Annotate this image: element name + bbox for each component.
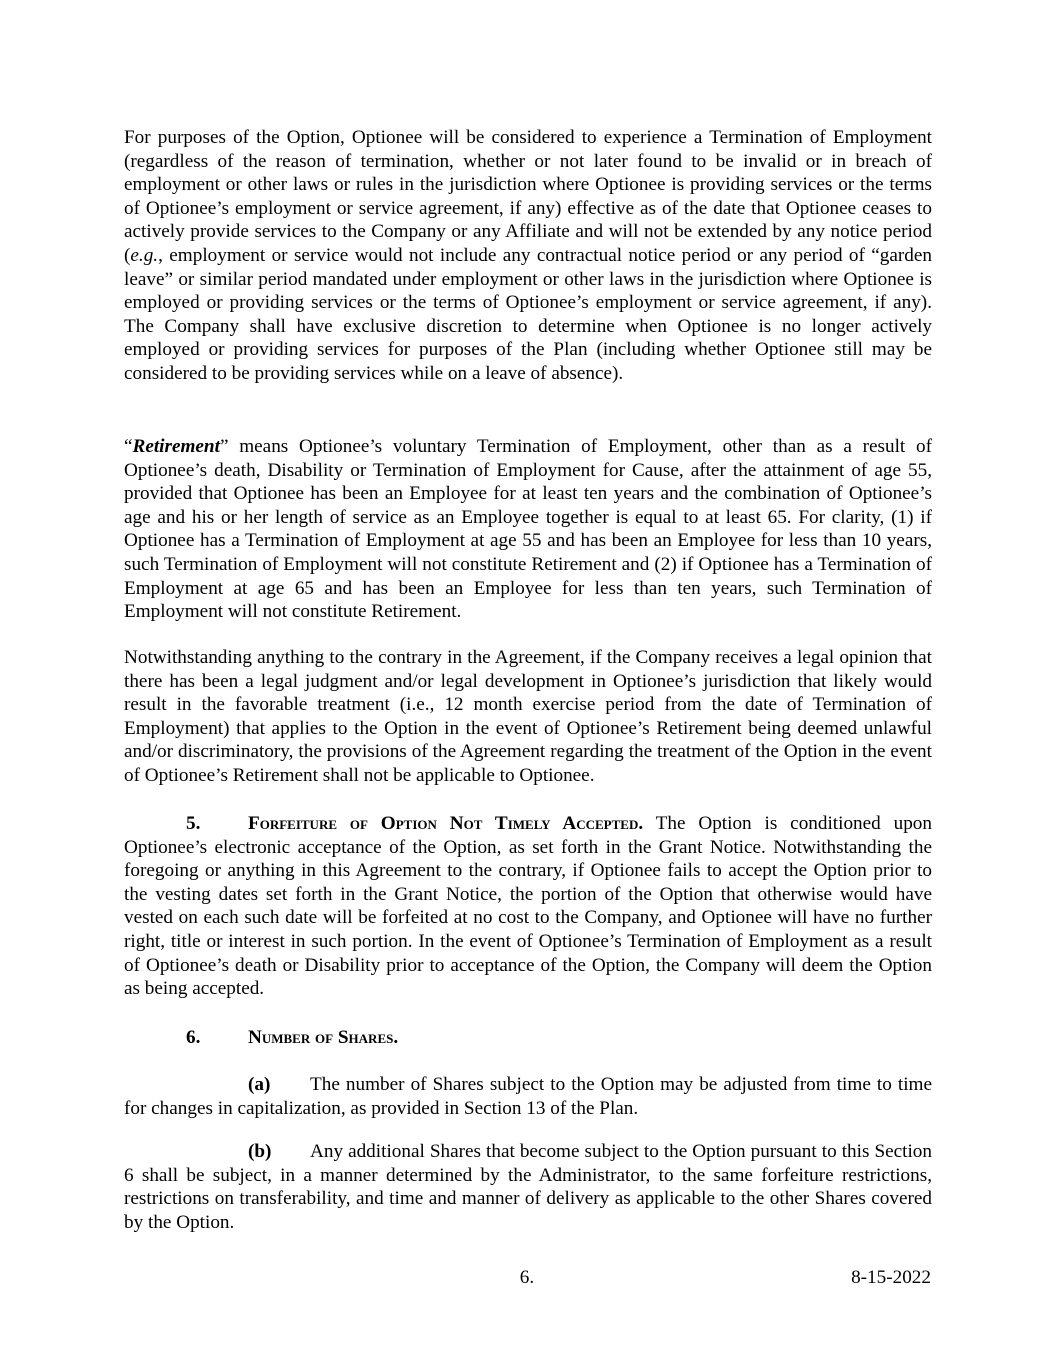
paragraph-text-rest: , employment or service would not include any contractual notice period or any period of “garden leave” or similar period mandated under employment or other laws in the jurisdiction where Optionee is employed or providing services or the terms of Optionee’s employment or service agreement, if any). The Company shall have exclusive discretion to determine when Optionee is no longer actively employed or providing services for purposes of the Plan (including whether Optionee still may be considered to be providing services while on a leave of absence). (124, 244, 932, 384)
section-5-number: 5. (186, 813, 201, 834)
subsection-a (124, 1073, 932, 1120)
paragraph-text: For purposes of the Option, Optionee will be considered to experience a Termination of Employment (regardless of the reason of termination, whether or not later found to be invalid or in breach of employment or other laws or rules in the jurisdiction where Optionee is providing services or the terms of Optionee’s employment or service agreement, if any) effective as of the date that Optionee ceases to actively provide services to the Company or any Affiliate and will not be extended by any notice period ( (124, 127, 932, 266)
page-number: 6. (519, 1267, 535, 1288)
section-6-number: 6. (186, 1027, 201, 1048)
section-6 (124, 1026, 932, 1050)
subsection-b-text: Any additional Shares that become subject to the Option pursuant to this Section 6 shall be subject, in a manner determined by the Administrator, to the same forfeiture restrictions, restrictions on transferability, and time and manner of delivery as applicable to the other Shares covered by the Option. (124, 1141, 932, 1233)
open-quote: “ (124, 436, 133, 457)
paragraph-retirement-definition (124, 435, 932, 624)
paragraph-text: means Optionee’s voluntary Termination of Employment, other than as a result of Optionee’s death, Disability or Termination of Employment for Cause, after the attainment of age 55, provided that Optionee has been an Employee for at least ten years and the combination of Optionee’s age and his or her length of service as an Employee together is equal to at least 65. For clarity, (1) if Optionee has a Termination of Employment at age 55 and has been an Employee for less than 10 years, such Termination of Employment will not constitute Retirement and (2) if Optionee has a Termination of Employment at age 65 and has been an Employee for less than ten years, such Termination of Employment will not constitute Retirement. (124, 436, 932, 623)
footer-date: 8-15-2022 (851, 1267, 931, 1288)
section-6-heading: Number of Shares. (248, 1027, 399, 1048)
section-5 (124, 812, 932, 1001)
subsection-b-label: (b) (248, 1141, 272, 1162)
paragraph-termination-definition (124, 126, 932, 386)
section-5-heading: Forfeiture of Option Not Timely Accepted. (248, 813, 644, 834)
subsection-b (124, 1140, 932, 1234)
section-5-text: The Option is conditioned upon Optionee’s electronic acceptance of the Option, as set forth in the Grant Notice. Notwithstanding the foregoing or anything in this Agreement to the contrary, if Optionee fails to accept the Option prior to the vesting dates set forth in the Grant Notice, the portion of the Option that otherwise would have vested on each such date will be forfeited at no cost to the Company, and Optionee will have no further right, title or interest in such portion. In the event of Optionee’s Termination of Employment as a result of Optionee’s death or Disability prior to acceptance of the Option, the Company will deem the Option as being accepted. (124, 813, 932, 1000)
italic-eg: e.g. (130, 244, 159, 266)
subsection-a-label: (a) (248, 1074, 271, 1095)
paragraph-notwithstanding: Notwithstanding anything to the contrary in the Agreement, if the Company receives a legal opinion that there has been a legal judgment and/or legal development in Optionee’s jurisdiction that likely would result in the favorable treatment (i.e., 12 month exercise period from the date of Termination of Employment) that applies to the Option in the event of Optionee’s Retirement being deemed unlawful and/or discriminatory, the provisions of the Agreement regarding the treatment of the Option in the event of Optionee’s Retirement shall not be applicable to Optionee. (124, 647, 932, 786)
subsection-a-text: The number of Shares subject to the Option may be adjusted from time to time for changes in capitalization, as provided in Section 13 of the Plan. (124, 1074, 932, 1119)
defined-term-retirement: Retirement (132, 436, 220, 457)
close-quote: ” (219, 436, 229, 457)
